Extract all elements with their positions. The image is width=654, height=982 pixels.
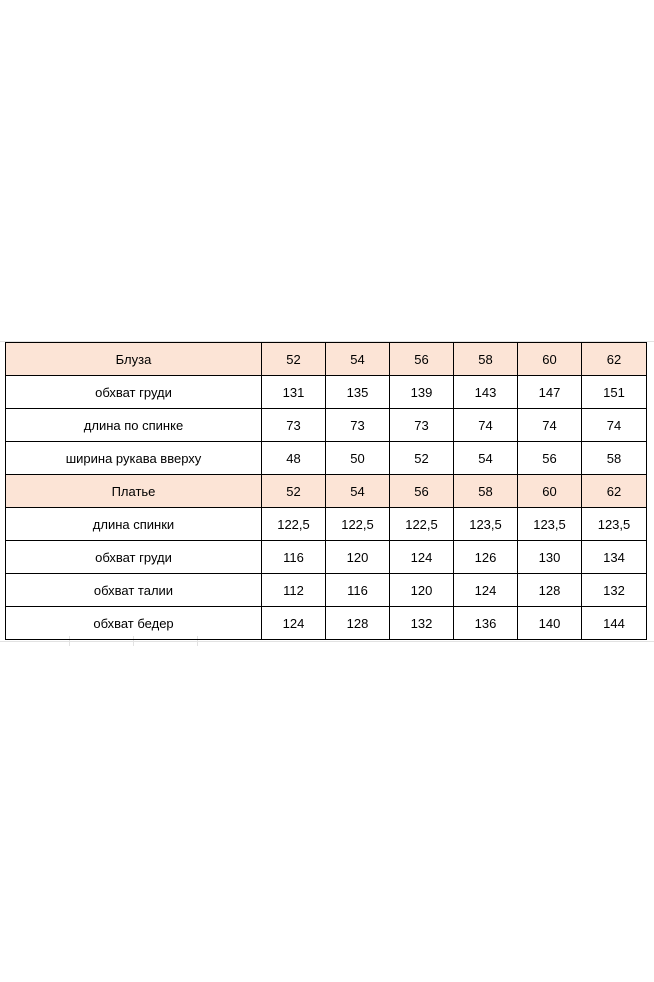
value-cell[interactable]: 73	[262, 409, 326, 442]
size-cell[interactable]: 60	[518, 343, 582, 376]
size-cell[interactable]: 58	[454, 475, 518, 508]
value-cell[interactable]: 122,5	[326, 508, 390, 541]
value-cell[interactable]: 151	[582, 376, 647, 409]
size-cell[interactable]: 52	[262, 475, 326, 508]
value-cell[interactable]: 131	[262, 376, 326, 409]
value-cell[interactable]: 74	[582, 409, 647, 442]
section-title-blouse[interactable]: Блуза	[6, 343, 262, 376]
value-cell[interactable]: 132	[390, 607, 454, 640]
value-cell[interactable]: 139	[390, 376, 454, 409]
size-chart-sheet	[5, 342, 646, 640]
value-cell[interactable]: 135	[326, 376, 390, 409]
table-row	[6, 607, 647, 640]
measurement-label[interactable]: обхват груди	[6, 376, 262, 409]
value-cell[interactable]: 147	[518, 376, 582, 409]
size-cell[interactable]: 62	[582, 343, 647, 376]
value-cell[interactable]: 50	[326, 442, 390, 475]
value-cell[interactable]: 120	[390, 574, 454, 607]
size-cell[interactable]: 60	[518, 475, 582, 508]
measurement-label[interactable]: длина спинки	[6, 508, 262, 541]
table-row	[6, 442, 647, 475]
dress-header-row	[6, 475, 647, 508]
size-cell[interactable]: 52	[262, 343, 326, 376]
value-cell[interactable]: 124	[390, 541, 454, 574]
size-cell[interactable]: 56	[390, 343, 454, 376]
value-cell[interactable]: 58	[582, 442, 647, 475]
value-cell[interactable]: 136	[454, 607, 518, 640]
table-row	[6, 409, 647, 442]
value-cell[interactable]: 134	[582, 541, 647, 574]
size-cell[interactable]: 54	[326, 343, 390, 376]
value-cell[interactable]: 123,5	[454, 508, 518, 541]
value-cell[interactable]: 54	[454, 442, 518, 475]
measurement-label[interactable]: обхват талии	[6, 574, 262, 607]
measurement-label[interactable]: обхват груди	[6, 541, 262, 574]
table-row	[6, 541, 647, 574]
value-cell[interactable]: 123,5	[518, 508, 582, 541]
size-cell[interactable]: 56	[390, 475, 454, 508]
measurement-label[interactable]: обхват бедер	[6, 607, 262, 640]
size-cell[interactable]: 58	[454, 343, 518, 376]
value-cell[interactable]: 116	[326, 574, 390, 607]
value-cell[interactable]: 126	[454, 541, 518, 574]
value-cell[interactable]: 143	[454, 376, 518, 409]
value-cell[interactable]: 128	[518, 574, 582, 607]
table-row	[6, 508, 647, 541]
value-cell[interactable]: 120	[326, 541, 390, 574]
value-cell[interactable]: 124	[262, 607, 326, 640]
measurement-label[interactable]: длина по спинке	[6, 409, 262, 442]
value-cell[interactable]: 73	[390, 409, 454, 442]
value-cell[interactable]: 122,5	[390, 508, 454, 541]
table-row	[6, 574, 647, 607]
blouse-header-row	[6, 343, 647, 376]
value-cell[interactable]: 144	[582, 607, 647, 640]
value-cell[interactable]: 74	[454, 409, 518, 442]
value-cell[interactable]: 140	[518, 607, 582, 640]
value-cell[interactable]: 52	[390, 442, 454, 475]
size-cell[interactable]: 62	[582, 475, 647, 508]
value-cell[interactable]: 132	[582, 574, 647, 607]
sheet-gridline	[0, 641, 654, 642]
value-cell[interactable]: 56	[518, 442, 582, 475]
value-cell[interactable]: 112	[262, 574, 326, 607]
size-chart-table	[5, 342, 647, 640]
value-cell[interactable]: 128	[326, 607, 390, 640]
value-cell[interactable]: 74	[518, 409, 582, 442]
value-cell[interactable]: 122,5	[262, 508, 326, 541]
value-cell[interactable]: 48	[262, 442, 326, 475]
value-cell[interactable]: 123,5	[582, 508, 647, 541]
value-cell[interactable]: 116	[262, 541, 326, 574]
measurement-label[interactable]: ширина рукава вверху	[6, 442, 262, 475]
section-title-dress[interactable]: Платье	[6, 475, 262, 508]
value-cell[interactable]: 124	[454, 574, 518, 607]
value-cell[interactable]: 73	[326, 409, 390, 442]
value-cell[interactable]: 130	[518, 541, 582, 574]
table-row	[6, 376, 647, 409]
size-cell[interactable]: 54	[326, 475, 390, 508]
